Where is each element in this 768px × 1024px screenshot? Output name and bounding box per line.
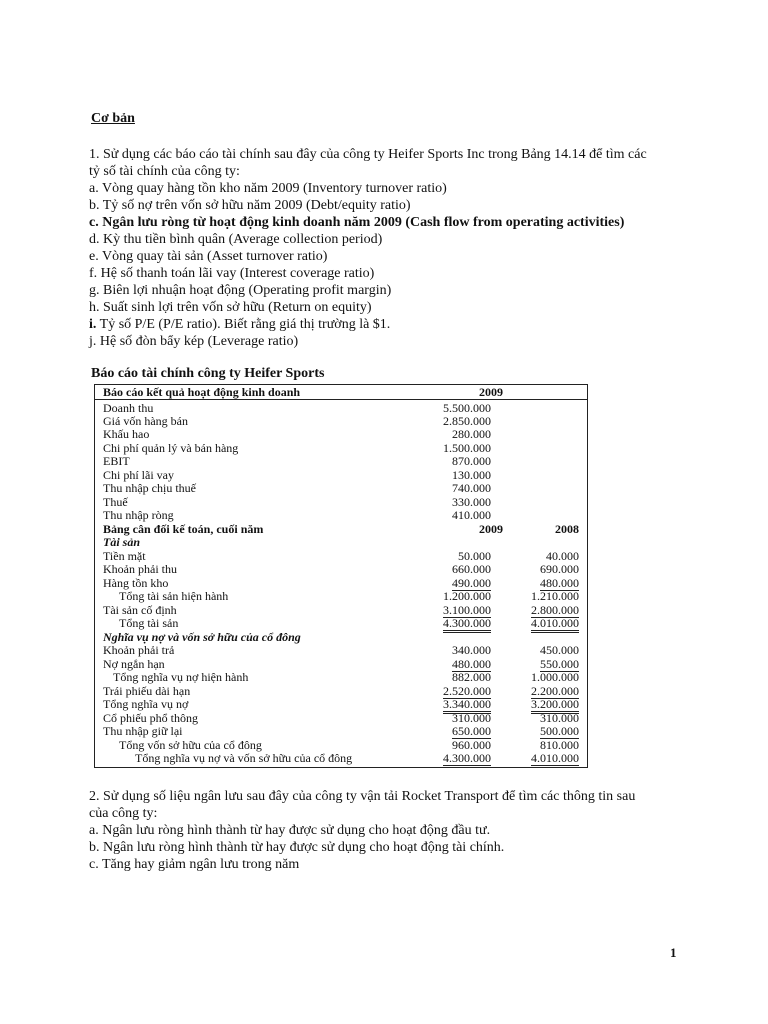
value-2008: 500.000 [540, 724, 579, 738]
value-2009: 4.300.000 [443, 752, 491, 768]
question-1-item-a: a. Vòng quay hàng tồn kho năm 2009 (Inventory turnover ratio) [89, 181, 447, 196]
row-label: EBIT [103, 454, 130, 468]
year-2009-header: 2009 [479, 385, 503, 399]
value-2008: 3.200.000 [531, 698, 579, 714]
value-2009: 2.850.000 [443, 414, 491, 428]
row-label: Tổng nghĩa vụ nợ [103, 697, 189, 711]
value-2009: 1.500.000 [443, 441, 491, 455]
question-1-item-j: j. Hệ số đòn bẩy kép (Leverage ratio) [89, 334, 299, 349]
row-label: Hàng tồn kho [103, 576, 169, 590]
table-row [95, 455, 587, 468]
table-row [95, 725, 587, 738]
row-label: Chi phí lãi vay [103, 468, 174, 482]
assets-header-row [95, 536, 587, 549]
row-label: Chi phí quản lý và bán hàng [103, 441, 239, 455]
value-2009: 1.200.000 [443, 589, 491, 603]
value-2009: 740.000 [452, 481, 491, 495]
table-row [95, 644, 587, 657]
table-row [95, 671, 587, 684]
balance-header-row [95, 523, 587, 536]
row-label: Trái phiếu dài hạn [103, 684, 191, 698]
value-2008: 2.800.000 [531, 603, 579, 617]
value-2008: 810.000 [540, 738, 579, 752]
value-2008: 690.000 [540, 562, 579, 576]
question-1-item-c: c. Ngân lưu ròng từ hoạt động kinh doanh năm 2009 (Cash flow from operating activities) [89, 215, 625, 230]
value-2008: 40.000 [546, 549, 579, 563]
row-label: Tiền mặt [103, 549, 146, 563]
row-label: Thuế [103, 495, 128, 509]
value-2008: 310.000 [540, 711, 579, 725]
value-2009: 50.000 [458, 549, 491, 563]
income-header: Báo cáo kết quả hoạt động kinh doanh [103, 385, 301, 399]
table-row [95, 563, 587, 576]
item-i-prefix: i. [89, 317, 97, 332]
table-row [95, 617, 587, 630]
value-2009: 280.000 [452, 427, 491, 441]
value-2008: 4.010.000 [531, 617, 579, 633]
row-label: Doanh thu [103, 401, 154, 415]
question-1-item-e: e. Vòng quay tài sản (Asset turnover ratio) [89, 249, 328, 264]
table-row [95, 482, 587, 495]
question-1 [89, 146, 689, 350]
value-2008: 2.200.000 [531, 684, 579, 698]
value-2009: 5.500.000 [443, 401, 491, 415]
table-row [95, 698, 587, 711]
question-1-item-g: g. Biên lợi nhuận hoạt động (Operating profit margin) [89, 283, 392, 298]
question-2-item-a: a. Ngân lưu ròng hình thành từ hay được sử dụng cho hoạt động đầu tư. [89, 823, 491, 838]
value-2009: 310.000 [452, 711, 491, 725]
balance-header: Bảng cân đối kế toán, cuối năm [103, 522, 264, 536]
table-row [95, 442, 587, 455]
value-2009: 870.000 [452, 454, 491, 468]
page-number: 1 [670, 945, 677, 960]
financial-statement-table [94, 384, 588, 768]
year-2008-header: 2008 [555, 522, 579, 536]
table-row [95, 415, 587, 428]
table-row [95, 590, 587, 603]
section-heading: Cơ bản [91, 111, 135, 126]
value-2009: 3.340.000 [443, 698, 491, 714]
question-1-item-h: h. Suất sinh lợi trên vốn sở hữu (Return on equity) [89, 300, 372, 315]
row-label: Tài sản cố định [103, 603, 177, 617]
row-label: Khoản phải trả [103, 643, 175, 657]
value-2009: 650.000 [452, 724, 491, 738]
row-label: Tổng nghĩa vụ nợ hiện hành [113, 670, 249, 684]
header-rule [95, 399, 587, 400]
question-2-intro-cont: của công ty: [89, 806, 158, 821]
table-row [95, 752, 587, 765]
question-1-item-f: f. Hệ số thanh toán lãi vay (Interest coverage ratio) [89, 266, 375, 281]
row-label: Tổng nghĩa vụ nợ và vốn sở hữu của cổ đông [135, 751, 353, 765]
value-2009: 130.000 [452, 468, 491, 482]
value-2009: 330.000 [452, 495, 491, 509]
question-2-item-b: b. Ngân lưu ròng hình thành từ hay được sử dụng cho hoạt động tài chính. [89, 840, 505, 855]
value-2008: 1.210.000 [531, 589, 579, 603]
item-i-text: Tỷ số P/E (P/E ratio). Biết rằng giá thị trường là $1. [96, 317, 391, 332]
row-label: Tổng vốn sở hữu của cổ đông [119, 738, 262, 752]
value-2009: 4.300.000 [443, 617, 491, 633]
row-label: Giá vốn hàng bán [103, 414, 188, 428]
row-label: Khấu hao [103, 427, 150, 441]
row-label: Khoản phải thu [103, 562, 177, 576]
value-2008: 480.000 [540, 576, 579, 590]
value-2008: 4.010.000 [531, 752, 579, 768]
question-2 [89, 788, 689, 873]
value-2009: 660.000 [452, 562, 491, 576]
value-2009: 340.000 [452, 643, 491, 657]
value-2009: 882.000 [452, 670, 491, 684]
question-2-item-c: c. Tăng hay giảm ngân lưu trong năm [89, 857, 300, 872]
assets-header: Tài sản [103, 535, 141, 549]
income-header-row [95, 386, 587, 399]
row-label: Thu nhập ròng [103, 508, 174, 522]
question-1-item-d: d. Kỳ thu tiền bình quân (Average collection period) [89, 232, 383, 247]
table-title: Báo cáo tài chính công ty Heifer Sports [91, 366, 325, 381]
row-label: Tổng tài sản [119, 616, 179, 630]
question-2-intro: 2. Sử dụng số liệu ngân lưu sau đây của công ty vận tải Rocket Transport để tìm các thông tin sau [89, 789, 636, 804]
question-1-item-i [89, 316, 689, 333]
row-label: Nợ ngắn hạn [103, 657, 165, 671]
value-2008: 450.000 [540, 643, 579, 657]
year-2009-header: 2009 [479, 522, 503, 536]
question-1-intro-cont: tỷ số tài chính của công ty: [89, 164, 240, 179]
value-2009: 2.520.000 [443, 684, 491, 698]
value-2009: 960.000 [452, 738, 491, 752]
value-2009: 480.000 [452, 657, 491, 671]
table-row [95, 428, 587, 441]
value-2009: 3.100.000 [443, 603, 491, 617]
liabilities-header: Nghĩa vụ nợ và vốn sở hữu của cổ đông [103, 630, 301, 644]
question-1-item-b: b. Tỷ số nợ trên vốn sở hữu năm 2009 (Debt/equity ratio) [89, 198, 411, 213]
question-1-intro: 1. Sử dụng các báo cáo tài chính sau đây của công ty Heifer Sports Inc trong Bảng 14.14 để tìm các [89, 147, 647, 162]
table-row [95, 509, 587, 522]
value-2009: 410.000 [452, 508, 491, 522]
row-label: Thu nhập chịu thuế [103, 481, 196, 495]
value-2009: 490.000 [452, 576, 491, 590]
value-2008: 550.000 [540, 657, 579, 671]
row-label: Thu nhập giữ lại [103, 724, 183, 738]
row-label: Tổng tài sản hiện hành [119, 589, 229, 603]
row-label: Cổ phiếu phổ thông [103, 711, 198, 725]
value-2008: 1.000.000 [531, 670, 579, 684]
